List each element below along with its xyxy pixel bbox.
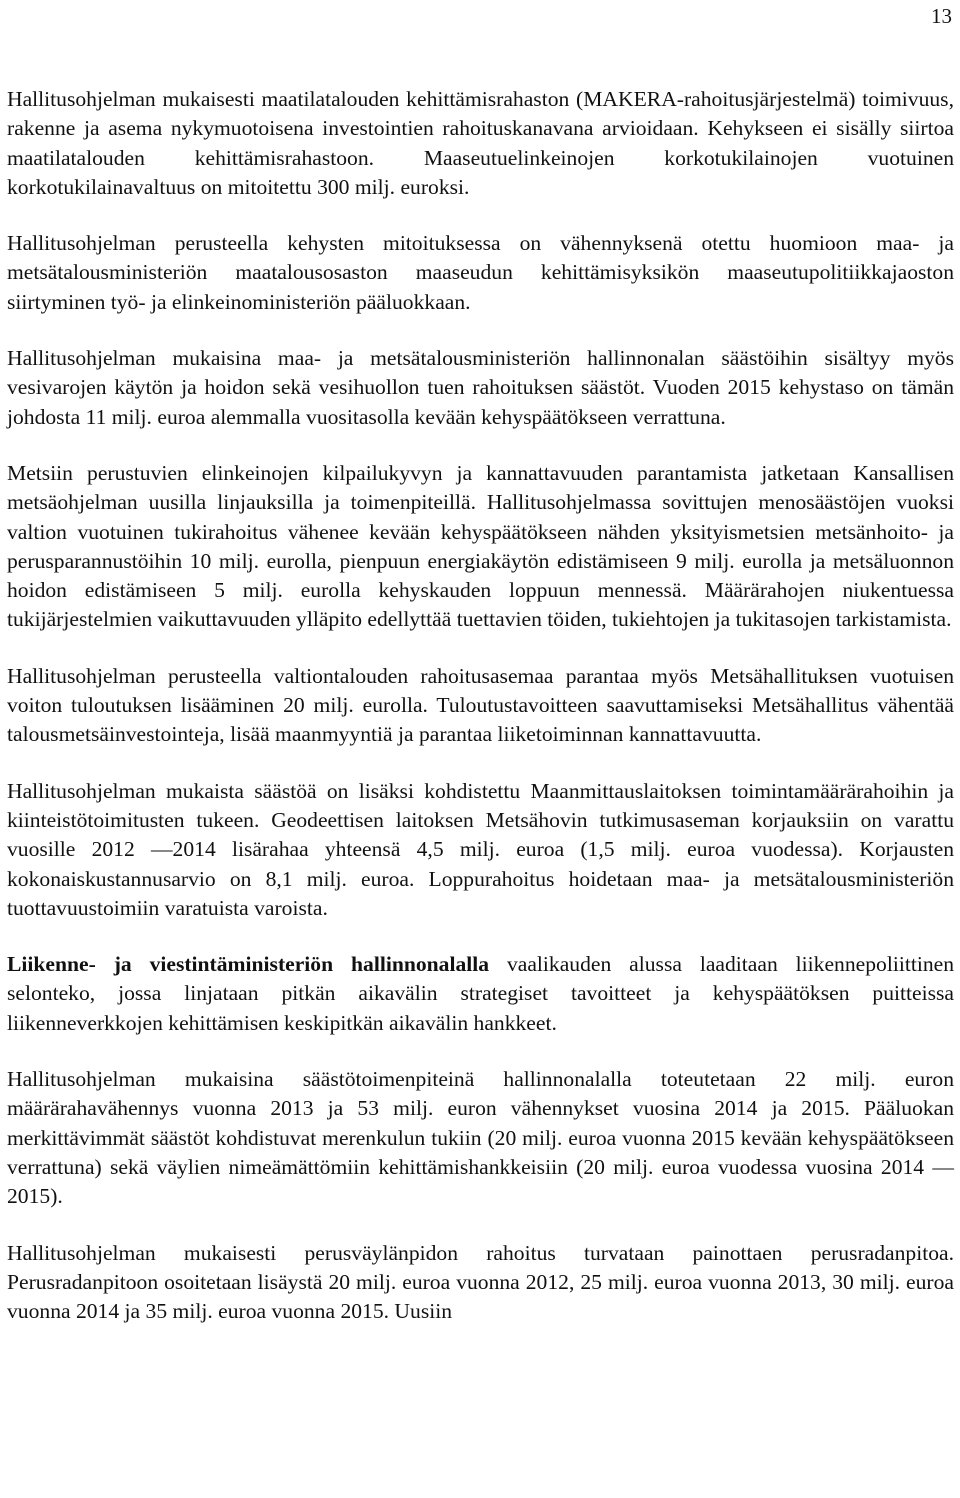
paragraph-metsahallitus: Hallitusohjelman perusteella valtiontalouden rahoitusasemaa parantaa myös Metsähallituksen vuotuisen voiton tuloutuksen lisääminen 20 milj. eurolla. Tuloutustavoitteen saavuttamiseksi Metsähallitus vähentää talousmetsäinvestointeja, lisää maanmyyntiä ja parantaa liiketoiminnan kannattavuutta.: [7, 663, 954, 747]
paragraph-maaseutupolitiikka: Hallitusohjelman perusteella kehysten mitoituksessa on vähennyksenä otettu huomioon maa- ja metsätalousministeriön maatalousosaston maaseudun kehittämisyksikön maaseutupolitiikkajaoston siirtyminen työ- ja elinkeinoministeriön pääluokkaan.: [7, 231, 954, 314]
paragraph-saastotoimenpiteet: Hallitusohjelman mukaisina säästötoimenpiteinä hallinnonalalla toteutetaan 22 milj. euron määrärahavähennys vuonna 2013 ja 53 milj. euron vähennykset vuosina 2014 ja 2015. Pääluokan merkittävimmät säästöt kohdistuvat merenkulun tukiin (20 milj. euroa vuonna 2015 kevään kehyspäätökseen verrattuna) sekä väylien nimeämättömiin kehittämishankkeisiin (20 milj. euroa vuodessa vuosina 2014 —2015).: [7, 1067, 954, 1209]
document-body: [7, 85, 954, 1353]
paragraph-vesivarat: Hallitusohjelman mukaisina maa- ja metsätalousministeriön hallinnonalan säästöihin sisältyy myös vesivarojen käytön ja hoidon sekä vesihuollon tuen rahoituksen säästöt. Vuoden 2015 kehystaso on tämän johdosta 11 milj. euroa alemmalla vuositasolla kevään kehyspäätökseen verrattuna.: [7, 346, 954, 429]
page-number: 13: [931, 4, 952, 28]
paragraph-maanmittauslaitos: Hallitusohjelman mukaista säästöä on lisäksi kohdistettu Maanmittauslaitoksen toimintamäärärahoihin ja kiinteistötoimitusten tukeen. Geodeettisen laitoksen Metsähovin tutkimusaseman korjauksiin on varattu vuosille 2012 —2014 lisärahaa yhteensä 4,5 milj. euroa (1,5 milj. euroa vuodessa). Korjausten kokonaiskustannusarvio on 8,1 milj. euroa. Loppurahoitus hoidetaan maa- ja metsätalousministeriön tuottavuustoimiin varatuista varoista.: [7, 778, 954, 920]
paragraph-perusvaylanpito: Hallitusohjelman mukaisesti perusväylänpidon rahoitus turvataan painottaen perusradanpitoa. Perusradanpitoon osoitetaan lisäystä 20 milj. euroa vuonna 2012, 25 milj. euroa vuonna 2013, 30 milj. euroa vuonna 2014 ja 35 milj. euroa vuonna 2015. Uusiin: [7, 1240, 954, 1324]
paragraph-makera: Hallitusohjelman mukaisesti maatilatalouden kehittämisrahaston (MAKERA-rahoitusjärjestelmä) toimivuus, rakenne ja asema nykymuotoisena investointien rahoituskanavana arvioidaan. Kehykseen ei sisälly siirtoa maatilatalouden kehittämisrahastoon. Maaseutuelinkeinojen korkotukilainojen vuotuinen korkotukilainavaltuus on mitoitettu 300 milj. euroksi.: [7, 87, 954, 199]
paragraph-liikenne-ministerio: [7, 950, 954, 1038]
section-heading-lvm: Liikenne- ja viestintäministeriön hallinnonalalla: [7, 952, 490, 977]
paragraph-liikenne-text: vaalikauden alussa laaditaan liikennepoliittinen selonteko, jossa linjataan pitkän aikavälin strategiset tavoitteet ja kehyspäätöksen puitteissa liikenneverkkojen kehittämisen keskipitkän aikavälin hankkeet.: [7, 952, 954, 1035]
paragraph-metsaohjelma: Metsiin perustuvien elinkeinojen kilpailukyvyn ja kannattavuuden parantamista jatketaan Kansallisen metsäohjelman uusilla linjauksilla ja toimenpiteillä. Hallitusohjelmassa sovittujen menosäästöjen vuoksi valtion vuotuinen tukirahoitus vähenee kevään kehyspäätökseen nähden yksityismetsien metsänhoito- ja perusparannustöihin 10 milj. eurolla, pienpuun energiakäytön edistämiseen 9 milj. eurolla ja metsäluonnon hoidon edistämiseen 5 milj. eurolla kehyskauden loppuun mennessä. Määrärahojen niukentuessa tukijärjestelmien vaikuttavuuden ylläpito edellyttää tuettavien töiden, tukiehtojen ja tukitasojen tarkistamista.: [7, 460, 954, 632]
